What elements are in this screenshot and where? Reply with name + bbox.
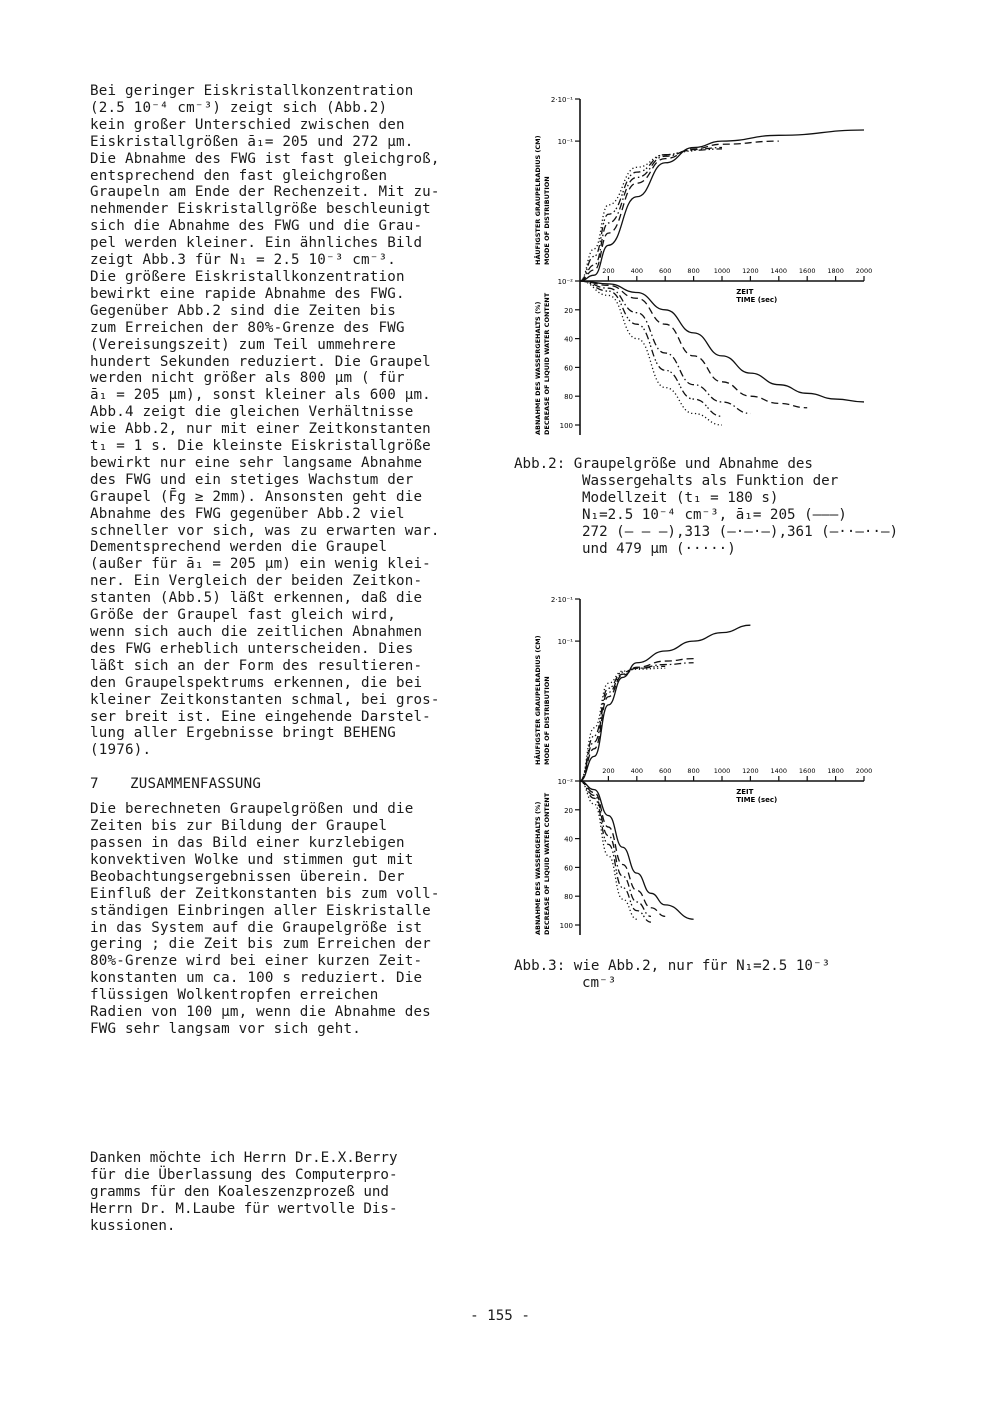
x-tick-label: 600 — [658, 267, 672, 275]
text-line: bewirkt nur eine sehr langsame Abnahme — [90, 454, 423, 471]
text-line: des FWG und ein stetiges Wachstum der — [90, 471, 414, 488]
page-number: - 155 - — [470, 1308, 530, 1324]
text-line: lung aller Ergebnisse bringt BEHENG — [90, 725, 396, 742]
caption-line: Abb.2: Graupelgröße und Abnahme des — [514, 456, 813, 472]
text-line: schneller vor sich, was zu erwarten war. — [90, 522, 440, 539]
text-line: zeigt Abb.3 für N₁ = 2.5 10⁻³ cm⁻³. — [90, 252, 396, 269]
y-tick-label: 60 — [564, 864, 573, 873]
text-line: Danken möchte ich Herrn Dr.E.X.Berry — [90, 1150, 398, 1166]
text-line: zum Erreichen der 80%-Grenze des FWG — [90, 319, 405, 336]
text-line: (außer für ā₁ = 205 µm) ein wenig klei- — [90, 556, 431, 573]
x-tick-label: 2000 — [855, 267, 873, 275]
text-line: in das System auf die Graupelgröße ist — [90, 919, 423, 936]
y-tick-label: 100 — [559, 422, 573, 430]
x-tick-label: 400 — [630, 767, 644, 775]
graupel-radius-series-272 — [580, 659, 694, 781]
water-decrease-series-272 — [580, 781, 665, 916]
water-decrease-series-313 — [580, 281, 750, 413]
y-tick-label: 80 — [564, 393, 573, 402]
text-line: wie Abb.2, nur mit einer Zeitkonstanten — [90, 421, 431, 438]
text-line: Die größere Eiskristallkonzentration — [90, 268, 405, 285]
y-axis-label-bottom-en: DECREASE OF LIQUID WATER CONTENT — [543, 292, 551, 435]
text-line: (1976). — [90, 742, 152, 759]
section-heading — [90, 776, 485, 793]
y-tick-label: 10⁻¹ — [557, 638, 573, 647]
text-line: den Graupelspektrums erkennen, die bei — [90, 674, 423, 691]
x-tick-label: 1800 — [827, 767, 844, 775]
graupel-radius-series-361 — [580, 666, 665, 781]
y-axis-label-top-de: HÄUFIGSTER GRAUPELRADIUS (CM) — [534, 135, 542, 265]
summary-paragraph — [90, 801, 485, 1038]
water-decrease-series-361 — [580, 781, 651, 922]
y-tick-label: 20 — [564, 806, 573, 815]
text-line: 80%-Grenze wird bei einer kurzen Zeit- — [90, 953, 423, 970]
main-text-column — [90, 83, 485, 1038]
text-line: nehmender Eiskristallgröße beschleunigt — [90, 201, 431, 218]
text-line: Radien von 100 µm, wenn die Abnahme des — [90, 1004, 431, 1021]
text-line: FWG sehr langsam vor sich geht. — [90, 1020, 361, 1037]
text-line: Eiskristallgrößen ā₁= 205 und 272 µm. — [90, 133, 414, 150]
text-line: Einfluß der Zeitkonstanten bis zum voll- — [90, 885, 440, 902]
text-line: Abb.4 zeigt die gleichen Verhältnisse — [90, 404, 414, 421]
text-line: für die Überlassung des Computerpro- — [90, 1166, 398, 1183]
text-line: werden nicht größer als 800 µm ( für — [90, 370, 405, 387]
x-tick-label: 800 — [687, 267, 700, 275]
text-line: hundert Sekunden reduziert. Die Graupel — [90, 353, 431, 370]
y-axis-label-bottom-de: ABNAHME DES WASSERGEHALTS (%) — [534, 301, 542, 435]
figure-abb2 — [522, 85, 882, 445]
text-line: ner. Ein Vergleich der beiden Zeitkon- — [90, 573, 423, 590]
text-line: Beobachtungsergebnissen überein. Der — [90, 868, 405, 885]
y-tick-label: 100 — [559, 922, 573, 930]
y-tick-label: 10⁻¹ — [557, 138, 573, 147]
acknowledgement — [90, 1150, 450, 1235]
x-tick-label: 1800 — [827, 267, 844, 275]
water-decrease-series-205 — [580, 281, 864, 402]
y-tick-label: 40 — [564, 335, 573, 344]
text-line: ständigen Einbringen aller Eiskristalle — [90, 902, 431, 919]
graupel-radius-series-479 — [580, 668, 665, 781]
body-paragraph — [90, 83, 485, 759]
x-tick-label: 1000 — [713, 267, 731, 275]
text-line: (Vereisungszeit) zum Teil ummehrere — [90, 336, 396, 353]
graupel-radius-series-205 — [580, 130, 864, 281]
y-tick-label: 2·10⁻¹ — [550, 96, 573, 104]
section-title: ZUSAMMENFASSUNG — [130, 776, 262, 793]
text-line: wenn sich auch die zeitlichen Abnahmen — [90, 624, 423, 640]
x-tick-label: 200 — [602, 267, 615, 275]
y-tick-label: 20 — [564, 306, 573, 315]
y-tick-label: 2·10⁻¹ — [550, 596, 573, 604]
text-line: Die berechneten Graupelgrößen und die — [90, 801, 414, 818]
x-tick-label: 2000 — [855, 767, 873, 775]
text-line: des FWG erheblich unterscheiden. Dies — [90, 640, 414, 657]
y-tick-label: 80 — [564, 893, 573, 902]
x-tick-label: 600 — [658, 767, 672, 775]
y-tick-label: 10⁻² — [557, 278, 573, 286]
caption-line: und 479 µm (·····) — [582, 541, 736, 557]
y-tick-label: 60 — [564, 364, 573, 373]
graupel-radius-series-313 — [580, 663, 694, 781]
graupel-radius-series-205 — [580, 625, 750, 781]
x-axis-label-en: TIME (sec) — [736, 296, 778, 304]
caption-line: Abb.3: wie Abb.2, nur für N₁=2.5 10⁻³ — [514, 958, 831, 974]
y-axis-label-top-en: MODE OF DISTRIBUTION — [543, 676, 551, 765]
caption-line: cm⁻³ — [582, 975, 617, 991]
caption-abb2 — [514, 456, 898, 558]
text-line: kleiner Zeitkonstanten schmal, bei gros- — [90, 691, 440, 708]
water-decrease-series-479 — [580, 781, 637, 919]
text-line: pel werden kleiner. Ein ähnliches Bild — [90, 235, 423, 252]
graupel-radius-series-479 — [580, 151, 694, 281]
caption-line: 272 (– – –),313 (–·–·–),361 (–··–··–) — [582, 524, 899, 540]
y-axis-label-bottom-de: ABNAHME DES WASSERGEHALTS (%) — [534, 801, 542, 935]
text-line: bewirkt eine rapide Abnahme des FWG. — [90, 285, 405, 302]
x-axis-label-de: ZEIT — [736, 788, 754, 796]
text-line: sich die Abnahme des FWG und die Grau- — [90, 218, 423, 235]
x-tick-label: 200 — [602, 767, 615, 775]
x-axis-label-en: TIME (sec) — [736, 796, 778, 804]
text-line: Bei geringer Eiskristallkonzentration — [90, 83, 414, 99]
x-tick-label: 1400 — [770, 267, 788, 275]
text-line: kussionen. — [90, 1217, 176, 1234]
text-line: Dementsprechend werden die Graupel — [90, 539, 388, 556]
text-line: Herrn Dr. M.Laube für wertvolle Dis- — [90, 1200, 398, 1217]
caption-abb3 — [514, 958, 830, 992]
text-line: flüssigen Wolkentropfen erreichen — [90, 987, 379, 1004]
y-tick-label: 40 — [564, 835, 573, 844]
text-line: entsprechend den fast gleichgroßen — [90, 167, 388, 184]
text-line: konvektiven Wolke und stimmen gut mit — [90, 851, 414, 868]
text-line: Graupeln am Ende der Rechenzeit. Mit zu- — [90, 184, 440, 201]
graupel-radius-series-272 — [580, 141, 779, 281]
text-line: stanten (Abb.5) läßt erkennen, daß die — [90, 590, 423, 607]
caption-line: Modellzeit (t₁ = 180 s) — [582, 490, 779, 506]
text-line: t₁ = 1 s. Die kleinste Eiskristallgröße — [90, 438, 431, 455]
x-tick-label: 1600 — [798, 767, 816, 775]
y-axis-label-top-en: MODE OF DISTRIBUTION — [543, 176, 551, 265]
text-line: gramms für den Koaleszenzprozeß und — [90, 1183, 389, 1200]
x-tick-label: 1400 — [770, 767, 788, 775]
x-tick-label: 1200 — [742, 767, 759, 775]
figure-abb3 — [522, 585, 882, 945]
x-axis-label-de: ZEIT — [736, 288, 754, 296]
x-tick-label: 400 — [630, 267, 644, 275]
section-number: 7 — [90, 776, 99, 793]
caption-line: N₁=2.5 10⁻⁴ cm⁻³, ā₁= 205 (———) — [582, 507, 847, 523]
x-tick-label: 1600 — [798, 267, 816, 275]
text-line: Graupel (F̄g ≥ 2mm). Ansonsten geht die — [90, 488, 423, 505]
text-line: Gegenüber Abb.2 sind die Zeiten bis — [90, 302, 396, 319]
x-tick-label: 1000 — [713, 767, 731, 775]
text-line: (2.5 10⁻⁴ cm⁻³) zeigt sich (Abb.2) — [90, 99, 388, 116]
caption-line: Wassergehalts als Funktion der — [582, 473, 839, 489]
y-tick-label: 10⁻² — [557, 778, 573, 786]
text-line: Größe der Graupel fast gleich wird, — [90, 607, 396, 624]
x-tick-label: 1200 — [742, 267, 759, 275]
x-tick-label: 800 — [687, 767, 700, 775]
y-axis-label-bottom-en: DECREASE OF LIQUID WATER CONTENT — [543, 792, 551, 935]
text-line: ser breit ist. Eine eingehende Darstel- — [90, 708, 431, 725]
water-decrease-series-479 — [580, 281, 722, 425]
text-line: kein großer Unterschied zwischen den — [90, 116, 405, 133]
text-line: läßt sich an der Form des resultieren- — [90, 657, 423, 674]
text-line: ā₁ = 205 µm), sonst kleiner als 600 µm. — [90, 387, 431, 404]
text-line: konstanten um ca. 100 s reduziert. Die — [90, 970, 423, 987]
text-line: Abnahme des FWG gegenüber Abb.2 viel — [90, 505, 405, 522]
y-axis-label-top-de: HÄUFIGSTER GRAUPELRADIUS (CM) — [534, 635, 542, 765]
text-line: passen in das Bild einer kurzlebigen — [90, 834, 405, 851]
text-line: gering ; die Zeit bis zum Erreichen der — [90, 936, 431, 953]
text-line: Zeiten bis zur Bildung der Graupel — [90, 818, 388, 835]
text-line: Die Abnahme des FWG ist fast gleichgroß, — [90, 150, 440, 167]
